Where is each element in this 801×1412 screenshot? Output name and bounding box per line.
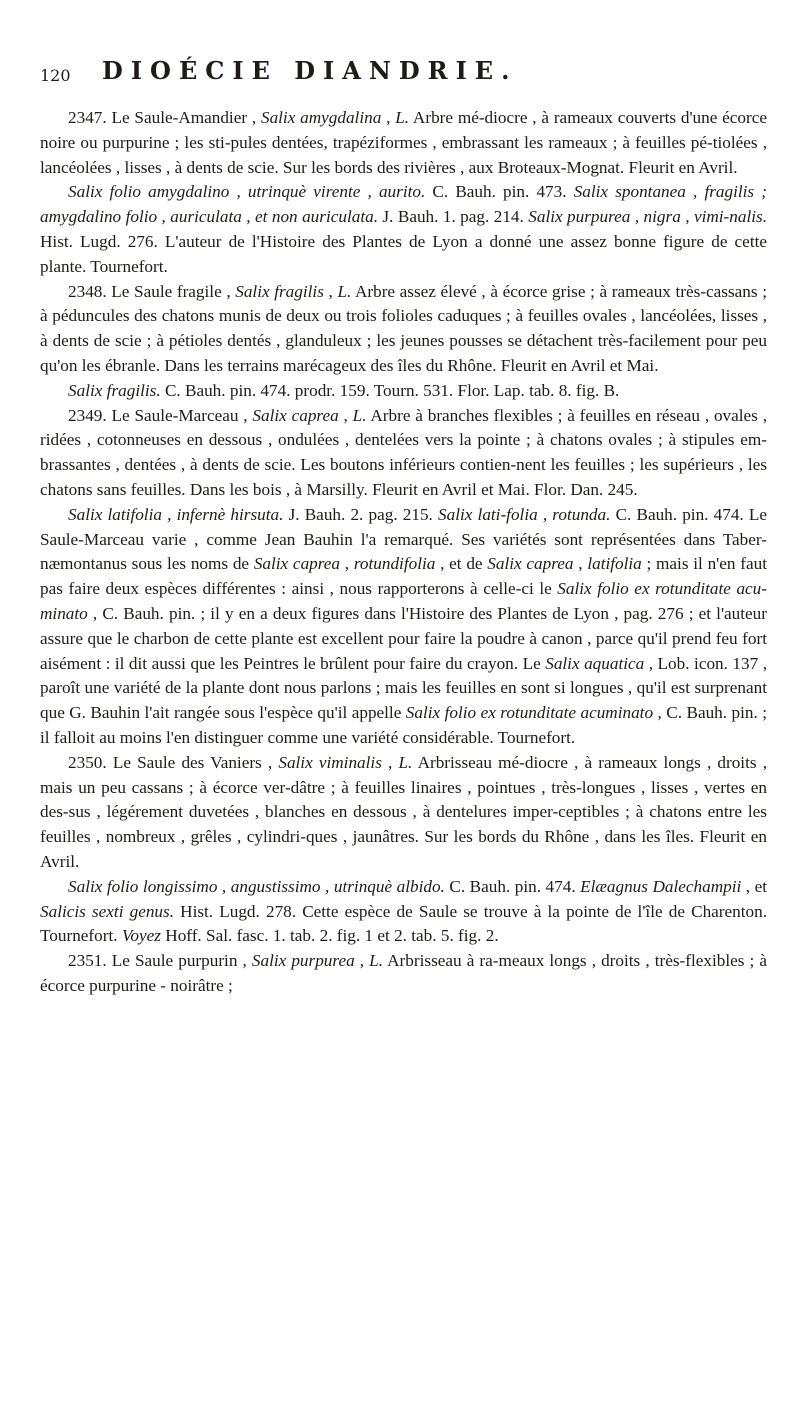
text-run: , [354, 951, 370, 971]
text-run: C. Bauh. pin. 473. [425, 182, 574, 202]
entry-2351-description [40, 949, 767, 999]
text-run: , C. Bauh. pin. ; il y en a deux figures dans l'Histoire des Plantes de Lyon , pag. 276 ; et l'auteur assure que le charbon de cette plante est excellent pour faire la poudre à canon , parce qu'il prend feu fort aisément : il dit aussi que les Peintres le brûlent pour faire du crayon. Le [40, 603, 767, 673]
running-title: DIOÉCIE DIANDRIE. [102, 56, 518, 85]
text-run: ; mais il n'en faut pas faire deux espèces différentes : ainsi , nous rapporterons à celle-ci le [40, 554, 767, 599]
text-run: Arbrisseau à ra-meaux longs , droits , très-flexibles ; à écorce purpurine - noirâtre ; [40, 951, 767, 995]
latin-name: Salix caprea [487, 554, 574, 574]
text-run: , [381, 108, 396, 127]
text-run: , [381, 752, 399, 772]
latin-name: L. [369, 951, 384, 971]
entry-2349-description [40, 404, 767, 503]
latin-name: Salix folio ex rotunditate acuminato [405, 703, 654, 723]
text-run: , C. Bauh. pin. ; il falloit au moins l'en distinguer comme une variété considérable. Tournefort. [40, 703, 767, 747]
latin-name: latifolia [587, 554, 642, 574]
text-run: C. Bauh. pin. 474. [444, 876, 581, 896]
latin-name: Salix fragilis [235, 281, 324, 301]
text-run: , [338, 405, 353, 425]
text-run: J. Bauh. 1. pag. 214. [378, 207, 529, 227]
text-run: 2348. Le Saule fragile , [68, 281, 236, 301]
text-run: Hist. Lugd. 278. Cette espèce de Saule se trouve à la pointe de l'île de Charenton. Tournefort. [40, 901, 767, 946]
page-body [40, 106, 767, 999]
text-run: 2347. Le Saule-Amandier , [68, 108, 261, 127]
text-run: Arbre assez élevé , à écorce grise ; à rameaux très-cassans ; à péduncules des chatons munis de deux ou trois folioles caduques ; à feuilles ovales , lancéolées, lisses , à dents de scie ; à pétioles dentés , glanduleux ; les jeunes pousses se détachent très-facilement pour peu qu'on les ébranle. Dans les terrains marécageux des îles du Rhône. Fleurit en Avril et Mai. [40, 281, 767, 375]
entry-2347-synonyms [40, 180, 767, 279]
latin-name: L. [352, 405, 367, 425]
entry-2348-synonyms [40, 379, 767, 404]
page-number: 120 [40, 66, 71, 85]
entry-2347-description [40, 106, 767, 180]
latin-name: Salix folio ex rotunditate acu-minato [40, 579, 767, 623]
entry-2349-synonyms [40, 503, 767, 751]
latin-name: Salix fragilis. [68, 380, 161, 400]
text-run: , et [741, 876, 767, 896]
latin-name: Salix caprea [252, 405, 339, 425]
latin-name: rotundifolia [353, 554, 436, 574]
text-run: 2349. Le Saule-Marceau , [68, 405, 253, 425]
latin-name: Elæagnus Dalechampii [580, 876, 742, 896]
latin-name: Salix caprea [253, 554, 341, 574]
latin-name: Salix purpurea [251, 951, 355, 971]
text-run: , Lob. icon. 137 , paroît une variété de la plante dont nous parlons ; mais les feuilles en sont si longues , qu'il est surprenant que G. Bauhin l'ait rangée sous l'espèce qu'il appelle [40, 653, 768, 723]
text-run: 2351. Le Saule purpurin , [68, 951, 252, 971]
text-run: Hist. Lugd. 276. L'auteur de l'Histoire des Plantes de Lyon a donné une assez bonne figure de cette plante. Tournefort. [40, 231, 767, 276]
latin-name: Salix aquatica [545, 653, 645, 673]
latin-name: Salix lati-folia , rotunda. [438, 504, 611, 524]
text-run: 2350. Le Saule des Vaniers , [68, 752, 279, 772]
latin-name: Salicis sexti genus. [40, 901, 175, 921]
latin-name: L. [337, 281, 352, 301]
text-run: C. Bauh. pin. 474. Le Saule-Marceau varie , comme Jean Bauhin l'a remarqué. Ses variétés sont représentées dans Taber-næmontanus sous les noms de [40, 504, 767, 574]
text-run: , [573, 554, 588, 574]
text-run: J. Bauh. 2. pag. 215. [283, 504, 439, 524]
latin-name: Salix amygdalina [260, 108, 382, 127]
text-run: , [340, 554, 354, 574]
latin-name: Salix purpurea , nigra , vimi-nalis. [528, 207, 767, 227]
text-run: Arbre à branches flexibles ; à feuilles en réseau , ovales , ridées , cotonneuses en dessous , ondulées , dentelées vers la pointe ; à chatons ovales ; à stipules em-brassantes , dentées , à dents de scie. Les boutons inférieurs contien-nent les feuilles ; les supérieurs , les chatons sans feuilles. Dans les bois , à Marsilly. Fleurit en Avril et Mai. Flor. Dan. 245. [40, 405, 767, 499]
text-run: Arbrisseau mé-diocre , à rameaux longs , droits , mais un peu cassans ; à écorce ver-dâtre ; à feuilles linaires , pointues , très-longues , lisses , vertes en des-sus , légérement duvetées , blanches en dessous , à dentelures imper-ceptibles ; à chatons entre les feuilles , nombreux , grêles , cylindri-ques , jaunâtres. Sur les bords du Rhône , dans les îles. Fleurit en Avril. [40, 752, 767, 871]
latin-name: L. [395, 108, 410, 127]
text-run: C. Bauh. pin. 474. prodr. 159. Tourn. 531. Flor. Lap. tab. 8. fig. B. [160, 380, 620, 400]
latin-name: Voyez [121, 926, 161, 946]
entry-2348-description [40, 280, 767, 379]
latin-name: Salix folio longissimo , angustissimo , utrinquè albido. [68, 876, 445, 896]
text-run: Arbre mé-diocre , à rameaux couverts d'une écorce noire ou purpurine ; les sti-pules dentées, trapéziformes , embrassant les rameaux ; à feuilles pé-tiolées , lancéolées , lisses , à dents de scie. Sur les bords des rivières , aux Broteaux-Mognat. Fleurit en Avril. [40, 108, 767, 177]
text-run: , et de [435, 554, 488, 574]
latin-name: Salix folio amygdalino , utrinquè virente , aurito. [68, 182, 426, 202]
entry-2350-description [40, 751, 767, 875]
latin-name: Salix spontanea , fragilis ; amygdalino folio , auriculata , et non auriculata. [40, 182, 767, 227]
text-run: Hoff. Sal. fasc. 1. tab. 2. fig. 1 et 2. tab. 5. fig. 2. [160, 926, 499, 946]
latin-name: Salix viminalis [278, 752, 382, 772]
latin-name: Salix latifolia , infernè hirsuta. [68, 504, 284, 524]
text-run: , [323, 281, 338, 301]
page-header [40, 56, 767, 96]
entry-2350-synonyms [40, 875, 767, 949]
latin-name: L. [398, 752, 413, 772]
